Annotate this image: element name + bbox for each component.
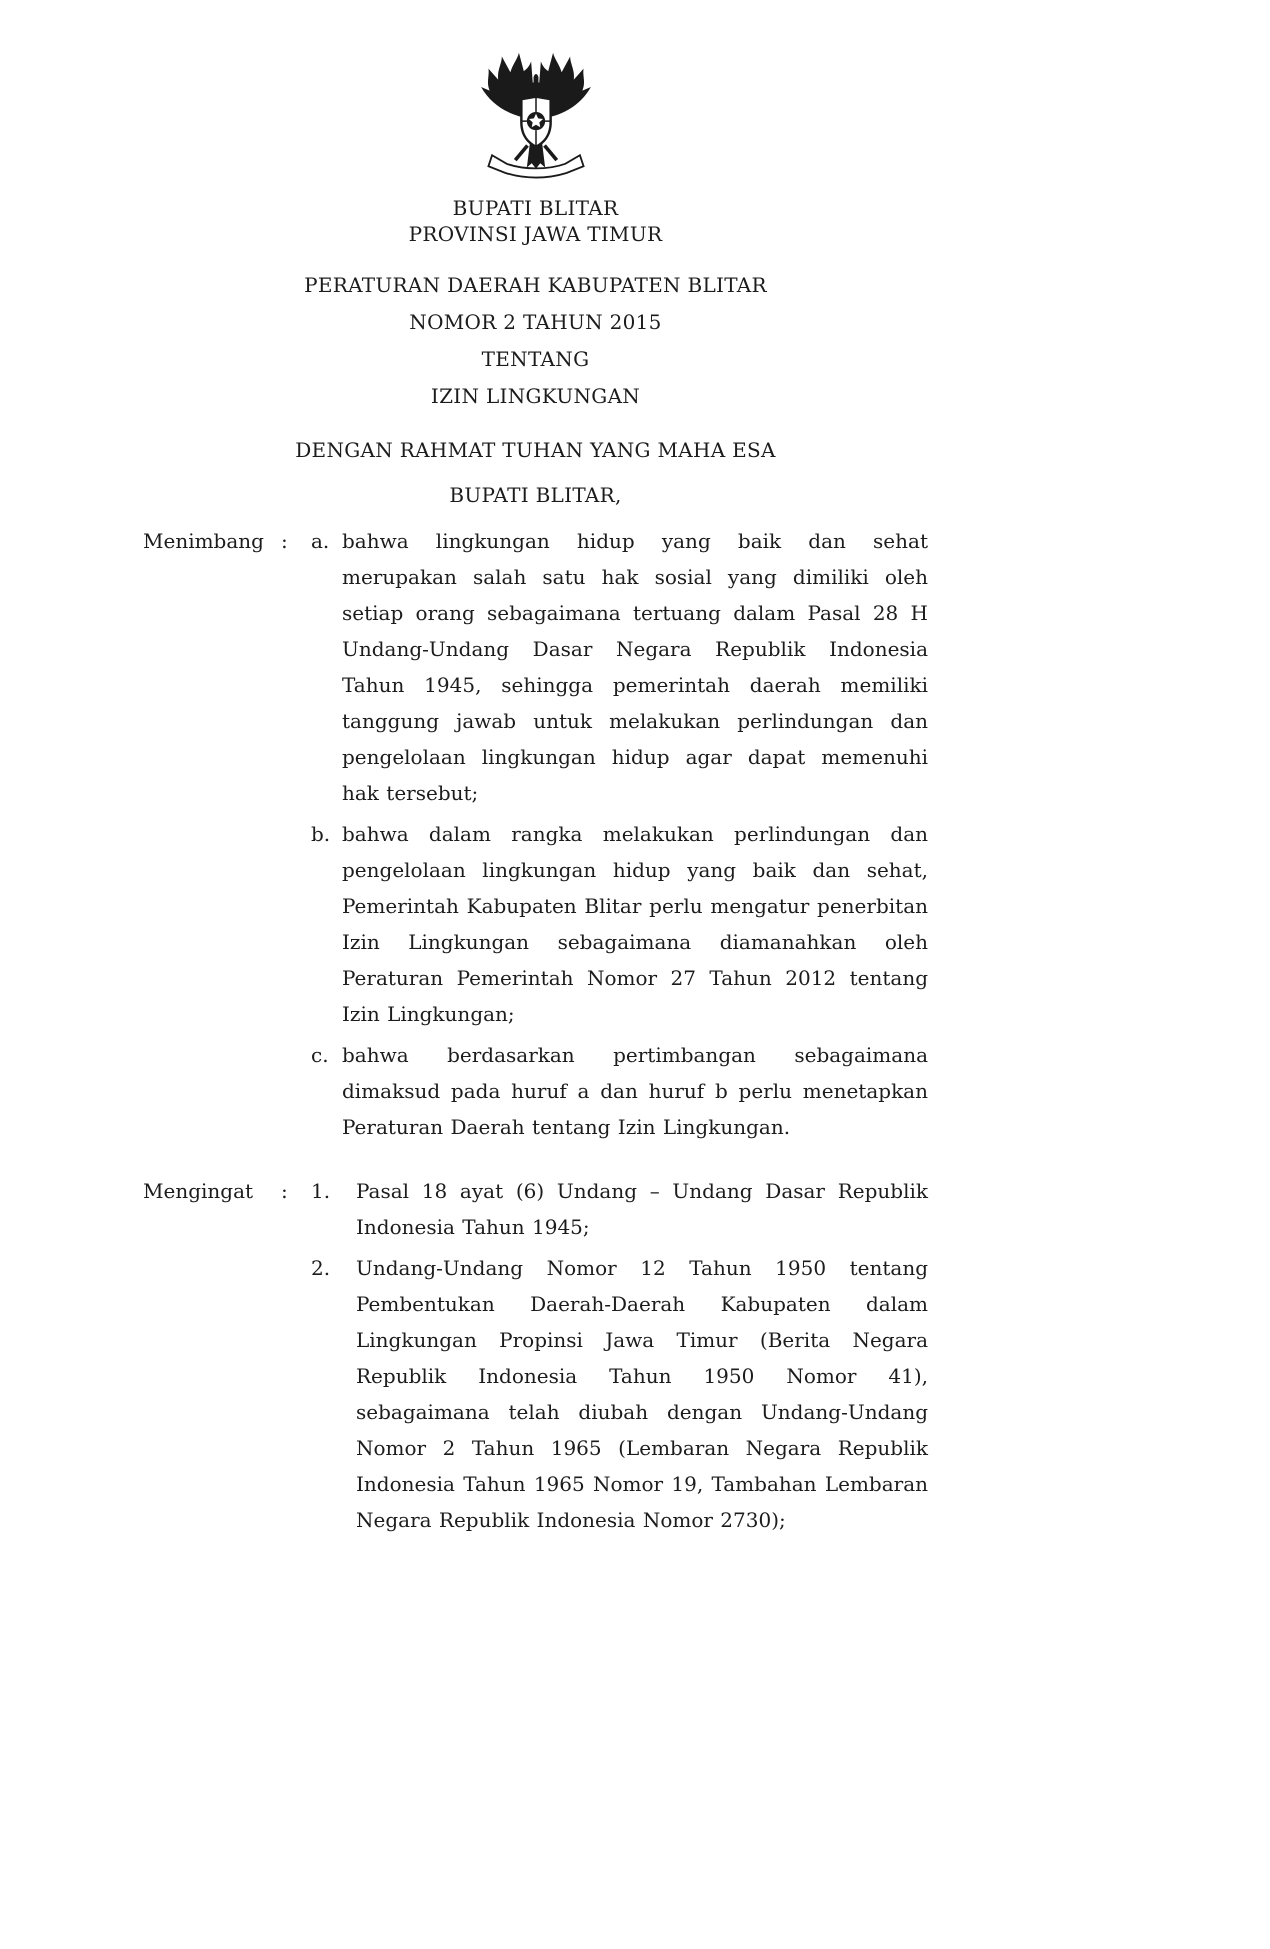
mengingat-items bbox=[311, 1173, 928, 1538]
item-marker: a. bbox=[311, 529, 330, 553]
regulation-title: PERATURAN DAERAH KABUPATEN BLITAR bbox=[304, 273, 767, 297]
item-marker: b. bbox=[311, 822, 331, 846]
menimbang-item-a bbox=[311, 523, 928, 811]
item-text: bahwa dalam rangka melakukan perlindungan dan pengelolaan lingkungan hidup yang baik dan sehat, Pemerintah Kabupaten Blitar perlu mengatur penerbitan Izin Lingkungan sebagaimana diamanahkan oleh Peraturan Pemerintah Nomor 27 Tahun 2012 tentang Izin Lingkungan; bbox=[342, 822, 928, 1026]
mengingat-section bbox=[143, 1173, 928, 1538]
garuda-pancasila-icon bbox=[475, 50, 597, 180]
tentang-label: TENTANG bbox=[481, 347, 590, 371]
province-line: PROVINSI JAWA TIMUR bbox=[408, 222, 663, 246]
regulation-number: NOMOR 2 TAHUN 2015 bbox=[409, 310, 662, 334]
invocation-line: DENGAN RAHMAT TUHAN YANG MAHA ESA bbox=[295, 438, 776, 462]
item-marker: 2. bbox=[311, 1256, 331, 1280]
subject-line: IZIN LINGKUNGAN bbox=[430, 384, 641, 408]
issuer-line: BUPATI BLITAR bbox=[452, 196, 619, 220]
emblem-container bbox=[143, 50, 928, 185]
item-text: Undang-Undang Nomor 12 Tahun 1950 tentang Pembentukan Daerah-Daerah Kabupaten dalam Lingkungan Propinsi Jawa Timur (Berita Negara Republik Indonesia Tahun 1950 Nomor 41), sebagaimana telah diubah dengan Undang-Undang Nomor 2 Tahun 1965 (Lembaran Negara Republik Indonesia Tahun 1965 Nomor 19, Tambahan Lembaran Negara Republik Indonesia Nomor 2730); bbox=[356, 1256, 928, 1532]
item-text: bahwa lingkungan hidup yang baik dan sehat merupakan salah satu hak sosial yang dimiliki oleh setiap orang sebagaimana tertuang dalam Pasal 28 H Undang-Undang Dasar Negara Republik Indonesia Tahun 1945, sehingga pemerintah daerah memiliki tanggung jawab untuk melakukan perlindungan dan pengelolaan lingkungan hidup agar dapat memenuhi hak tersebut; bbox=[342, 529, 928, 805]
mengingat-item-2 bbox=[311, 1250, 928, 1538]
mengingat-label: Mengingat bbox=[143, 1179, 254, 1203]
authority-line: BUPATI BLITAR, bbox=[449, 483, 622, 507]
item-marker: c. bbox=[311, 1043, 329, 1067]
menimbang-colon: : bbox=[281, 529, 288, 553]
item-text: bahwa berdasarkan pertimbangan sebagaimana dimaksud pada huruf a dan huruf b perlu menetapkan Peraturan Daerah tentang Izin Lingkungan. bbox=[342, 1043, 928, 1139]
item-text: Pasal 18 ayat (6) Undang – Undang Dasar Republik Indonesia Tahun 1945; bbox=[356, 1179, 928, 1239]
item-marker: 1. bbox=[311, 1179, 331, 1203]
mengingat-item-1 bbox=[311, 1173, 928, 1245]
document-header bbox=[143, 195, 928, 514]
menimbang-section bbox=[143, 523, 928, 1145]
menimbang-item-b bbox=[311, 816, 928, 1032]
mengingat-colon: : bbox=[281, 1179, 288, 1203]
menimbang-item-c bbox=[311, 1037, 928, 1145]
menimbang-items bbox=[311, 523, 928, 1145]
menimbang-label: Menimbang bbox=[143, 529, 264, 553]
